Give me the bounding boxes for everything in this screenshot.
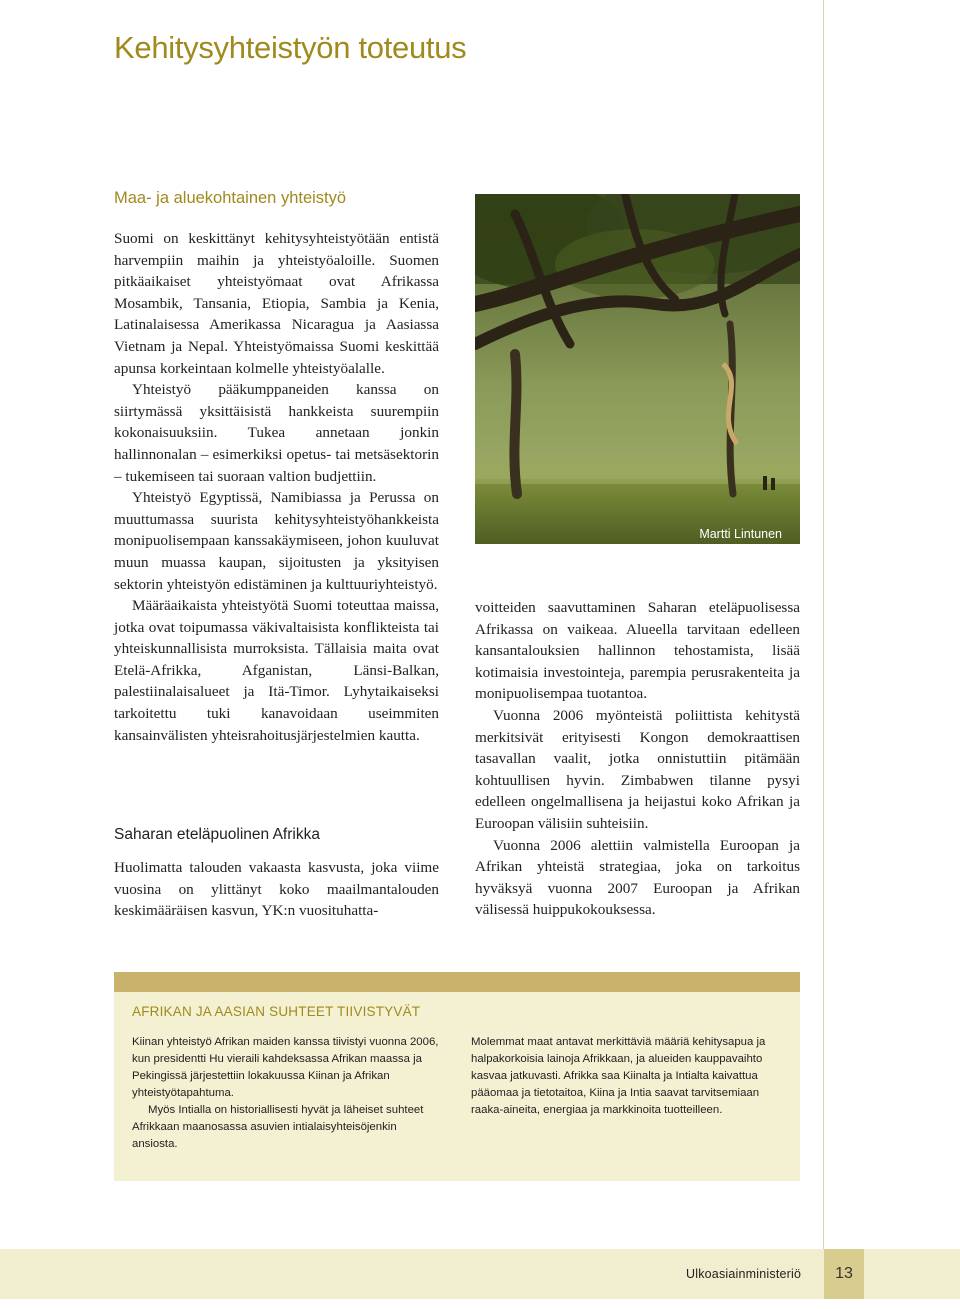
- page-number: 13: [824, 1249, 864, 1299]
- paragraph: Suomi on keskittänyt kehitysyhteistyötään entistä harvempiin maihin ja yhteistyöaloille. Suomen pitkäaikaiset yhteistyömaat ovat Afrikassa Mosambik, Tansania, Etiopia, Sambia ja Kenia, Latinalaisessa Amerikassa Nicaragua ja Aasiassa Vietnam ja Nepal. Yhteistyömaissa Suomi keskittää apunsa korkeintaan kolmelle yhteistyöalalle.: [114, 230, 439, 377]
- paragraph: Vuonna 2006 alettiin valmistella Euroopan ja Afrikan yhteistä strategiaa, joka on tarkoitus hyväksyä vuonna 2007 Euroopan ja Afrikan välisessä huippukokouksessa.: [475, 836, 800, 919]
- paragraph: voitteiden saavuttaminen Saharan eteläpuolisessa Afrikassa on vaikeaa. Alueella tarvitaan edelleen kansantalouksien hallinnon tehostamista, lisää kotimaisia investointeja, parempia perusrakenteita ja monipuolisempaa tuotantoa.: [475, 599, 800, 703]
- body-column-right: [475, 597, 800, 921]
- margin-rule: [823, 0, 824, 1249]
- tree-illustration: [475, 194, 800, 544]
- paragraph: Yhteistyö pääkumppaneiden kanssa on siirtymässä yksittäisistä hankkeista suurempiin kokonaisuuksiin. Tukea annetaan jonkin hallinnonalan – esimerkiksi opetus- tai metsäsektorin – tukemiseen tai suoraan valtion budjettiin.: [114, 381, 439, 485]
- box-paragraph: Molemmat maat antavat merkittäviä määriä kehitysapua ja halpakorkoisia lainoja Afrikkaan, ja alueiden kauppavaihto kasvaa jatkuvasti. Afrikka saa Kiinalta ja Intialta kaivattua pääomaa ja tietotaitoa, Kiina ja Intia saavat tarvitsemiaan raaka-aineita, energiaa ja markkinoita tuotteilleen.: [471, 1036, 766, 1116]
- page-title: Kehitysyhteistyön toteutus: [114, 30, 467, 65]
- section-heading-africa: Saharan eteläpuolinen Afrikka: [114, 826, 320, 843]
- sidebar-box: [114, 972, 800, 1181]
- footer-publisher: Ulkoasiainministeriö: [686, 1267, 802, 1281]
- paragraph: Huolimatta talouden vakaasta kasvusta, joka viime vuosina on ylittänyt koko maailmantalouden keskimääräisen kasvun, YK:n vuosituhatta-: [114, 859, 439, 920]
- box-paragraph: Myös Intialla on historiallisesti hyvät ja läheiset suhteet Afrikkaan maanosassa asuvien intialaisyhteisöjenkin ansiosta.: [132, 1104, 424, 1150]
- paragraph: Yhteistyö Egyptissä, Namibiassa ja Perussa on muuttumassa suurista kehitysyhteistyöhankkeista monipuolisempaan kanssakäymiseen, johon kuuluvat muun muassa kaupan, sijoitusten ja yksityisen sektorin yhteistyön edistäminen ja kulttuuriyhteistyö.: [114, 489, 439, 593]
- box-title: AFRIKAN JA AASIAN SUHTEET TIIVISTYVÄT: [132, 1004, 421, 1019]
- tree-photo: [475, 194, 800, 544]
- box-column-left: [132, 1034, 444, 1153]
- paragraph: Vuonna 2006 myönteistä poliittista kehitystä merkitsivät erityisesti Kongon demokraattisen tasavallan vaalit, jotka onnistuttiin pitämään kohtuullisen hyvin. Zimbabwen tilanne pysyi edelleen ongelmallisena ja heijastui koko Afrikan ja Euroopan välisiin suhteisiin.: [475, 706, 800, 832]
- box-column-right: [471, 1034, 783, 1119]
- footer-bar: [0, 1249, 960, 1299]
- box-top-bar: [114, 972, 800, 992]
- section-heading-country: Maa- ja aluekohtainen yhteistyö: [114, 189, 347, 207]
- paragraph: Määräaikaista yhteistyötä Suomi toteuttaa maissa, jotka ovat toipumassa väkivaltaisista konflikteista tai yhteiskunnallisista murroksista. Tällaisia maita ovat Etelä-Afrikka, Afganistan, Länsi-Balkan, palestiinalaisalueet ja Itä-Timor. Lyhytaikaiseksi tarkoitettu tuki kanavoidaan useimmiten kansainvälisten yhteisrahoitusjärjestelmien kautta.: [114, 597, 439, 744]
- body-column-left-lower: [114, 857, 439, 922]
- body-column-left-upper: [114, 228, 439, 746]
- photo-credit: Martti Lintunen: [699, 527, 782, 541]
- box-paragraph: Kiinan yhteistyö Afrikan maiden kanssa tiivistyi vuonna 2006, kun presidentti Hu vieraili kahdeksassa Afrikan maassa ja Pekingissä järjestettiin lokakuussa Kiinan ja Afrikan yhteistyötapahtuma.: [132, 1036, 439, 1099]
